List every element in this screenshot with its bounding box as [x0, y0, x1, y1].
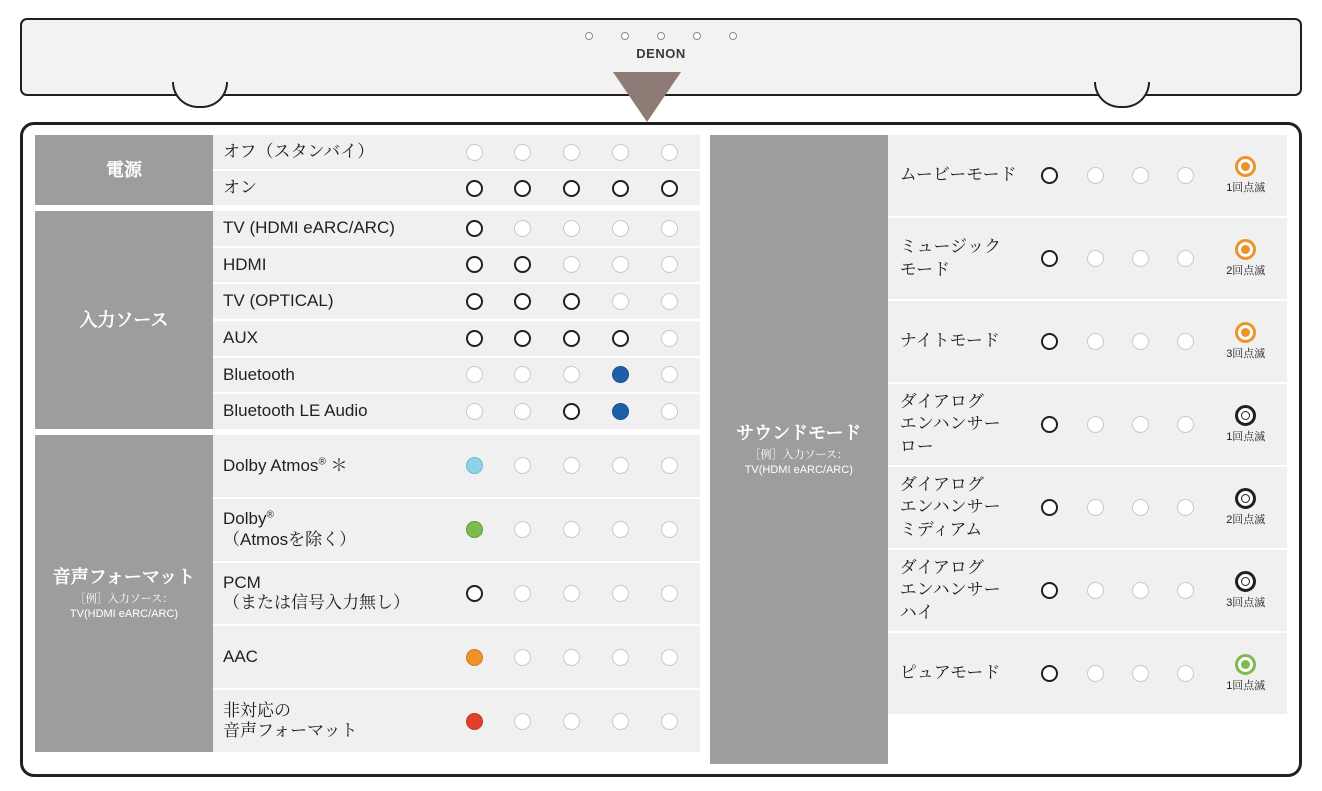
table-row [213, 435, 700, 497]
led-3-off [1132, 416, 1149, 433]
led-2-off [514, 585, 531, 602]
row-label: Bluetooth [223, 364, 295, 384]
led-3-off [1132, 167, 1149, 184]
led-3-off [1132, 250, 1149, 267]
blink-note: 2回点滅 [1226, 514, 1266, 526]
led-2-off [1087, 582, 1104, 599]
blink-note: 1回点滅 [1226, 431, 1266, 443]
group-label-text: 電源 [106, 159, 142, 180]
led-3-off [1132, 499, 1149, 516]
led-4-off [612, 713, 629, 730]
row-led-group [450, 293, 700, 310]
sound-mode-group-label-text: サウンドモード [736, 422, 862, 443]
row-led-group [450, 256, 700, 273]
led-4-blue [612, 403, 629, 420]
blink-note: 1回点滅 [1226, 680, 1266, 692]
group-label-sub: ［例］入力ソース： TV(HDMI eARC/ARC) [69, 593, 179, 620]
led-2-off [514, 521, 531, 538]
blinking-led-wrap [1223, 654, 1269, 693]
led-2-off [1087, 250, 1104, 267]
led-2-off [1087, 333, 1104, 350]
led-3-off [1132, 665, 1149, 682]
table-row [213, 563, 700, 625]
led-2-off [514, 713, 531, 730]
led-1-white [1041, 499, 1058, 516]
row-led-group [450, 220, 700, 237]
blink-note: 2回点滅 [1226, 265, 1266, 277]
led-1-white [1041, 416, 1058, 433]
device-led-5 [729, 32, 737, 40]
sound-mode-label: ナイトモード [899, 331, 1000, 351]
led-5-off [661, 457, 678, 474]
row-group [213, 135, 700, 205]
sound-mode-led-group [1027, 239, 1287, 278]
sound-mode-led-group [1027, 654, 1287, 693]
led-5-ring-orange [1235, 239, 1256, 260]
led-1-cyan [466, 457, 483, 474]
sound-mode-led-group [1027, 488, 1287, 527]
blinking-led-wrap [1223, 239, 1269, 278]
row-led-group [450, 366, 700, 383]
led-1-white [1041, 665, 1058, 682]
sound-mode-row [888, 550, 1287, 631]
row-led-group [450, 330, 700, 347]
table-row [213, 394, 700, 429]
led-2-off [1087, 167, 1104, 184]
row-label: HDMI [223, 254, 267, 274]
led-5-ring-orange [1235, 156, 1256, 177]
brand-logo: DENON [636, 46, 686, 61]
table-row [213, 171, 700, 205]
section-1 [35, 211, 700, 429]
blink-note: 3回点滅 [1226, 597, 1266, 609]
table-row [213, 135, 700, 169]
row-label: TV (HDMI eARC/ARC) [223, 218, 395, 238]
device-led-4 [693, 32, 701, 40]
group-label [35, 435, 213, 752]
sound-mode-label: ピュアモード [899, 663, 1001, 683]
blinking-led-wrap [1223, 322, 1269, 361]
led-5-off [661, 403, 678, 420]
led-2-off [514, 144, 531, 161]
led-5-off [661, 220, 678, 237]
row-label: オン [223, 177, 257, 197]
table-row [213, 211, 700, 246]
row-label: PCM （または信号入力無し） [223, 573, 410, 613]
led-5-off [661, 585, 678, 602]
led-1-white [466, 220, 483, 237]
led-2-off [1087, 416, 1104, 433]
row-label: TV (OPTICAL) [223, 291, 334, 311]
group-label-text: 音声フォーマット [52, 566, 196, 587]
blinking-led-wrap [1223, 405, 1269, 444]
led-1-white [466, 256, 483, 273]
led-3-white [563, 180, 580, 197]
led-2-off [514, 649, 531, 666]
led-4-off [612, 585, 629, 602]
led-1-red [466, 713, 483, 730]
led-4-off [612, 457, 629, 474]
led-status-table [20, 122, 1302, 777]
section-0 [35, 135, 700, 205]
row-led-group [450, 713, 700, 730]
sound-mode-row [888, 467, 1287, 548]
device-led-2 [621, 32, 629, 40]
sound-mode-row [888, 135, 1287, 216]
sound-mode-led-group [1027, 322, 1287, 361]
led-5-ring-dark [1235, 571, 1256, 592]
sound-mode-rows [888, 135, 1287, 764]
row-label: オフ（スタンバイ） [223, 141, 375, 161]
table-row [213, 284, 700, 319]
device-foot-left [172, 82, 228, 108]
row-label: Dolby® （Atmosを除く） [223, 509, 357, 549]
led-3-off [563, 256, 580, 273]
led-4-off [612, 521, 629, 538]
device-foot-right [1094, 82, 1150, 108]
blinking-led-wrap [1223, 488, 1269, 527]
row-group [213, 435, 700, 752]
led-1-orange [466, 649, 483, 666]
led-3-off [563, 585, 580, 602]
led-4-white [612, 180, 629, 197]
row-label: AAC [223, 647, 258, 667]
led-4-off [1177, 416, 1194, 433]
row-led-group [450, 180, 700, 197]
sound-mode-label: ミュージック モード [899, 237, 1002, 279]
led-4-off [612, 144, 629, 161]
led-5-ring-green [1235, 654, 1256, 675]
blinking-led-wrap [1223, 571, 1269, 610]
sound-mode-label: ダイアログ エンハンサー ハイ [899, 558, 1001, 622]
led-5-ring-orange [1235, 322, 1256, 343]
table-row [213, 690, 700, 752]
led-1-white [466, 585, 483, 602]
led-4-off [612, 293, 629, 310]
led-4-white [612, 330, 629, 347]
led-1-white [466, 330, 483, 347]
led-1-white [1041, 582, 1058, 599]
led-2-off [514, 457, 531, 474]
led-3-off [563, 144, 580, 161]
sound-mode-led-group [1027, 405, 1287, 444]
led-2-white [514, 256, 531, 273]
led-3-off [563, 457, 580, 474]
sound-mode-row [888, 633, 1287, 714]
sound-mode-row [888, 384, 1287, 465]
sound-mode-row [888, 218, 1287, 299]
led-4-off [612, 220, 629, 237]
led-1-white [1041, 167, 1058, 184]
row-led-group [450, 585, 700, 602]
row-led-group [450, 457, 700, 474]
led-1-green [466, 521, 483, 538]
section-2 [35, 435, 700, 752]
callout-triangle [613, 72, 681, 122]
blink-note: 1回点滅 [1226, 182, 1266, 194]
led-3-white [563, 330, 580, 347]
led-5-off [661, 649, 678, 666]
table-row [213, 358, 700, 393]
led-1-off [466, 366, 483, 383]
led-4-off [1177, 250, 1194, 267]
sound-mode-group-label [710, 135, 888, 764]
led-5-off [661, 256, 678, 273]
led-2-off [514, 366, 531, 383]
led-5-off [661, 293, 678, 310]
led-3-white [563, 403, 580, 420]
led-1-white [466, 180, 483, 197]
led-3-off [1132, 333, 1149, 350]
device-led-strip [22, 32, 1300, 40]
led-4-off [1177, 582, 1194, 599]
led-2-off [1087, 665, 1104, 682]
led-4-off [1177, 333, 1194, 350]
led-3-off [563, 649, 580, 666]
led-3-off [563, 521, 580, 538]
led-3-white [563, 293, 580, 310]
row-led-group [450, 403, 700, 420]
led-1-white [1041, 250, 1058, 267]
led-4-off [1177, 167, 1194, 184]
device-led-1 [585, 32, 593, 40]
row-label: AUX [223, 328, 258, 348]
table-row [213, 626, 700, 688]
led-2-off [1087, 499, 1104, 516]
sound-mode-label: ダイアログ エンハンサー ロー [899, 392, 1001, 456]
led-5-off [661, 144, 678, 161]
led-4-off [612, 256, 629, 273]
row-group [213, 211, 700, 429]
row-led-group [450, 649, 700, 666]
sound-mode-label: ムービーモード [899, 165, 1017, 185]
led-5-off [661, 521, 678, 538]
group-label [35, 135, 213, 205]
led-1-off [466, 144, 483, 161]
led-5-white [661, 180, 678, 197]
led-4-blue [612, 366, 629, 383]
led-4-off [1177, 665, 1194, 682]
right-column [710, 135, 1287, 764]
sound-mode-led-group [1027, 571, 1287, 610]
table-row [213, 321, 700, 356]
row-label: Bluetooth LE Audio [223, 401, 368, 421]
led-2-white [514, 330, 531, 347]
led-3-off [563, 220, 580, 237]
blink-note: 3回点滅 [1226, 348, 1266, 360]
led-2-white [514, 293, 531, 310]
led-1-off [466, 403, 483, 420]
led-4-off [1177, 499, 1194, 516]
led-3-off [563, 713, 580, 730]
led-3-off [1132, 582, 1149, 599]
sound-mode-row [888, 301, 1287, 382]
led-5-ring-dark [1235, 405, 1256, 426]
table-row [213, 248, 700, 283]
row-led-group [450, 144, 700, 161]
sound-mode-label: ダイアログ エンハンサー ミディアム [899, 475, 1001, 539]
led-1-white [466, 293, 483, 310]
row-label: 非対応の 音声フォーマット [223, 700, 358, 741]
table-row [213, 499, 700, 561]
group-label-text: 入力ソース [79, 309, 169, 330]
blinking-led-wrap [1223, 156, 1269, 195]
led-5-off [661, 330, 678, 347]
led-4-off [612, 649, 629, 666]
led-5-off [661, 366, 678, 383]
led-3-off [563, 366, 580, 383]
led-5-ring-dark [1235, 488, 1256, 509]
device-led-3 [657, 32, 665, 40]
led-1-white [1041, 333, 1058, 350]
led-2-off [514, 220, 531, 237]
group-label [35, 211, 213, 429]
row-led-group [450, 521, 700, 538]
led-2-white [514, 180, 531, 197]
left-column [35, 135, 700, 764]
led-2-off [514, 403, 531, 420]
led-5-off [661, 713, 678, 730]
sound-mode-led-group [1027, 156, 1287, 195]
sound-mode-group-label-sub: ［例］入力ソース： TV(HDMI eARC/ARC) [744, 449, 853, 476]
row-label: Dolby Atmos® ＊ [223, 455, 348, 475]
